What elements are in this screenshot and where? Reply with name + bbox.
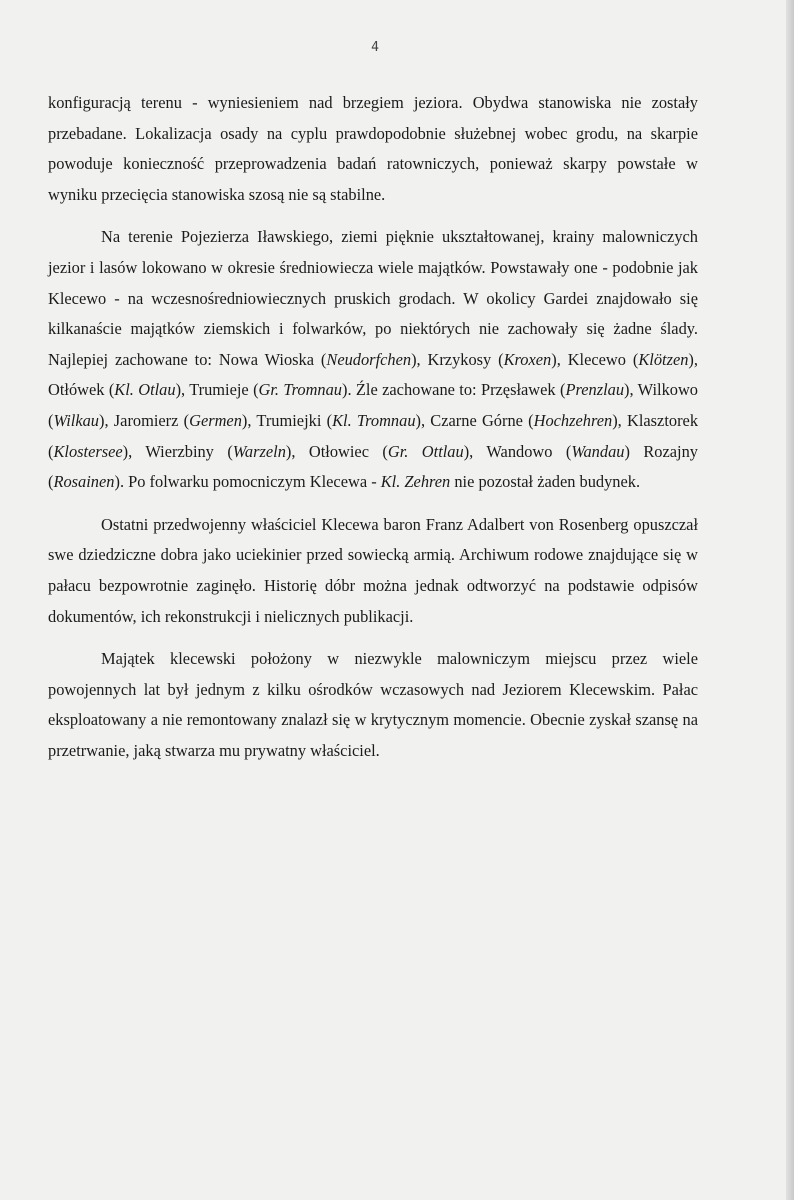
german-name: Wilkau: [53, 410, 99, 430]
page-edge: [786, 0, 794, 1200]
paragraph: [48, 88, 698, 210]
body-text: [48, 88, 698, 778]
text-run: ) Rozajny (: [48, 441, 698, 492]
text-run: ), Otłowiec (: [285, 441, 388, 461]
german-name: Kl. Zehren: [380, 472, 451, 492]
german-name: Germen: [189, 410, 242, 430]
german-name: Klostersee: [53, 441, 123, 461]
text-run: ), Wierzbiny (: [122, 441, 233, 461]
paragraph: [48, 510, 698, 632]
german-name: Hochzehren: [533, 410, 613, 430]
german-name: Kl. Otlau: [114, 380, 176, 400]
paragraph: [48, 644, 698, 766]
german-name: Gr. Tromnau: [258, 380, 342, 400]
paragraph: [48, 222, 698, 497]
text-run: ), Klasztorek (: [48, 410, 699, 461]
text-run: ). Źle zachowane to: Przęsławek (: [342, 380, 566, 400]
text-run: ), Trumiejki (: [241, 410, 333, 430]
text-run: Majątek klecewski położony w niezwykle malowniczym miejscu przez wiele powojennych lat był jednym z kilku ośrodków wczasowych nad Jeziorem Klecewskim. Pałac eksploatowany a nie remontowany znalazł się w krytycznym momencie. Obecnie zyskał szansę na przetrwanie, jaką stwarza mu prywatny właściciel.: [48, 649, 698, 760]
text-run: ), Czarne Górne (: [415, 410, 534, 430]
german-name: Prenzlau: [565, 380, 625, 400]
german-name: Kl. Tromnau: [332, 410, 416, 430]
german-name: Gr. Ottlau: [387, 441, 464, 461]
text-run: ). Po folwarku pomocniczym Klecewa -: [114, 472, 381, 492]
text-run: konfiguracją terenu - wyniesieniem nad brzegiem jeziora. Obydwa stanowiska nie zostały przebadane. Lokalizacja osady na cyplu prawdopodobnie służebnej wobec grodu, na skarpie powoduje konieczność przeprowadzenia badań ratowniczych, ponieważ skarpy powstałe w wyniku przecięcia stanowiska szosą nie są stabilne.: [48, 93, 698, 204]
german-name: Rosainen: [53, 472, 115, 492]
text-run: ), Wilkowo (: [48, 380, 698, 430]
german-name: Kroxen: [503, 349, 552, 369]
german-name: Wandau: [571, 441, 625, 461]
text-run: Ostatni przedwojenny właściciel Klecewa baron Franz Adalbert von Rosenberg opuszczał swe dziedziczne dobra jako uciekinier przed sowiecką armią. Archiwum rodowe znajdujące się w pałacu bezpowrotnie zaginęło. Historię dóbr można jednak odtworzyć na podstawie odpisów dokumentów, ich rekonstrukcji i nielicznych publikacji.: [48, 514, 698, 626]
text-run: ), Otłówek (: [48, 349, 698, 400]
page-number: 4: [371, 40, 379, 55]
german-name: Klötzen: [638, 349, 689, 369]
german-name: Neudorfchen: [326, 349, 412, 369]
text-run: ), Jaromierz (: [99, 410, 190, 430]
text-run: ), Klecewo (: [551, 349, 639, 369]
text-run: Na terenie Pojezierza Iławskiego, ziemi pięknie ukształtowanej, krainy malowniczych jezior i lasów lokowano w okresie średniowiecza wiele majątków. Powstawały one - podobnie jak Klecewo - na wczesnośredniowiecznych pruskich grodach. W okolicy Gardei znajdowało się kilkanaście majątków ziemskich i folwarków, po niektórych nie zachowały się żadne ślady. Najlepiej zachowane to: Nowa Wioska (: [48, 227, 698, 369]
german-name: Warzeln: [232, 441, 286, 461]
text-run: ), Trumieje (: [175, 380, 259, 400]
text-run: ), Wandowo (: [463, 441, 572, 461]
text-run: ), Krzykosy (: [411, 349, 504, 369]
text-run: nie pozostał żaden budynek.: [450, 472, 641, 492]
